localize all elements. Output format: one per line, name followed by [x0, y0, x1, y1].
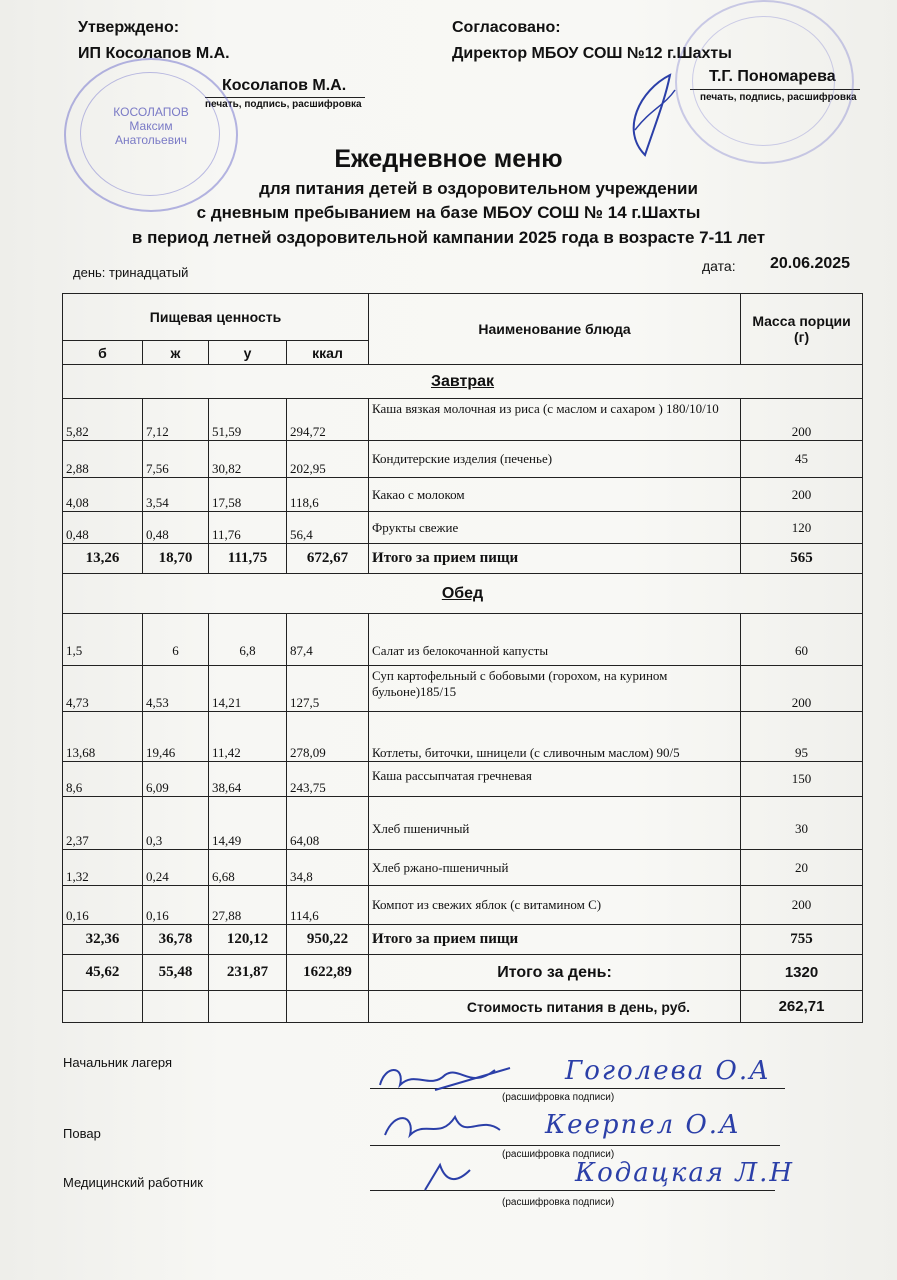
table-row: [63, 512, 863, 544]
cell-kcal: 243,75: [287, 762, 369, 797]
header-dish: Наименование блюда: [369, 294, 741, 365]
cell-kcal: 294,72: [287, 399, 369, 441]
cell-mass: 30: [741, 797, 863, 850]
header-col-b: б: [63, 341, 143, 365]
cell-u: 14,49: [209, 797, 287, 850]
cell-kcal: 34,8: [287, 850, 369, 886]
breakfast-total-row: [63, 544, 863, 574]
day-total-row: [63, 955, 863, 991]
cell-zh: 3,54: [143, 478, 209, 512]
cell-mass: 755: [741, 925, 863, 955]
cell-dish: Фрукты свежие: [369, 512, 741, 544]
header-col-kcal: ккал: [287, 341, 369, 365]
cell-u: 231,87: [209, 955, 287, 991]
cell-u: 6,8: [209, 614, 287, 666]
agreed-name: Т.Г. Пономарева: [709, 68, 836, 85]
signature-medic: [420, 1160, 480, 1195]
cell-mass: 95: [741, 712, 863, 762]
page-title: Ежедневное меню: [334, 145, 563, 173]
cell-b: 13,68: [63, 712, 143, 762]
signature-cook: [380, 1105, 510, 1150]
subtitle-line-3: в период летней оздоровительной кампании 2025 года в возрасте 7-11 лет: [131, 228, 766, 247]
agreed-caption: печать, подпись, расшифровка: [700, 92, 857, 103]
table-row: [63, 712, 863, 762]
cell-kcal: 1622,89: [287, 955, 369, 991]
cell-zh: 6,09: [143, 762, 209, 797]
cell-dish: Какао с молоком: [369, 478, 741, 512]
table-row: [63, 614, 863, 666]
role-cook: Повар: [63, 1126, 101, 1141]
cell-dish: Каша рассыпчатая гречневая: [369, 762, 741, 797]
cell-dish: Салат из белокочанной капусты: [369, 614, 741, 666]
date-value: 20.06.2025: [770, 255, 851, 272]
subtitle-line-2: с дневным пребыванием на базе МБОУ СОШ № 14 г.Шахты: [196, 203, 701, 222]
subtitle-line-1: для питания детей в оздоровительном учреждении: [259, 179, 698, 198]
cost-value: 262,71: [741, 991, 863, 1023]
cost-label: Стоимость питания в день, руб.: [369, 991, 741, 1023]
cell-mass: 200: [741, 478, 863, 512]
cell-zh: 36,78: [143, 925, 209, 955]
menu-table: [62, 293, 863, 1023]
cell-mass: 60: [741, 614, 863, 666]
signature-camp-head: [375, 1060, 515, 1100]
cell-zh: 0,16: [143, 886, 209, 925]
cell-u: 120,12: [209, 925, 287, 955]
cell-zh: 6: [143, 614, 209, 666]
agreed-label: Согласовано:: [452, 19, 561, 36]
cell-dish: Хлеб пшеничный: [369, 797, 741, 850]
cell-zh: 18,70: [143, 544, 209, 574]
table-row: [63, 478, 863, 512]
date-label: дата:: [702, 258, 736, 274]
table-row: [63, 441, 863, 478]
cell-u: 14,21: [209, 666, 287, 712]
table-row: [63, 886, 863, 925]
cell-dish: Хлеб ржано-пшеничный: [369, 850, 741, 886]
cell-zh: 7,56: [143, 441, 209, 478]
cell-dish: Кондитерские изделия (печенье): [369, 441, 741, 478]
cell-kcal: 202,95: [287, 441, 369, 478]
caption-2: (расшифровка подписи): [502, 1149, 615, 1160]
cell-mass: 565: [741, 544, 863, 574]
cell-u: 6,68: [209, 850, 287, 886]
cell-dish: Котлеты, биточки, шницели (с сливочным маслом) 90/5: [369, 712, 741, 762]
agreed-position: Директор МБОУ СОШ №12 г.Шахты: [452, 45, 732, 62]
cell-kcal: 950,22: [287, 925, 369, 955]
table-row: [63, 797, 863, 850]
cell-b: 1,5: [63, 614, 143, 666]
role-medic: Медицинский работник: [63, 1175, 203, 1190]
cell-dish: Компот из свежих яблок (с витамином С): [369, 886, 741, 925]
cell-mass: 1320: [741, 955, 863, 991]
cell-b: 13,26: [63, 544, 143, 574]
cell-dish: Каша вязкая молочная из риса (с маслом и сахаром ) 180/10/10: [369, 399, 741, 441]
cell-mass: 200: [741, 399, 863, 441]
cell-kcal: 118,6: [287, 478, 369, 512]
approved-line: [205, 97, 365, 98]
table-row: [63, 666, 863, 712]
cell-b: 2,37: [63, 797, 143, 850]
cell-b: 32,36: [63, 925, 143, 955]
cell-b: 0,16: [63, 886, 143, 925]
cell-b: 1,32: [63, 850, 143, 886]
approved-name: Косолапов М.А.: [222, 77, 347, 94]
cell-b: 4,08: [63, 478, 143, 512]
section-breakfast: Завтрак: [63, 365, 863, 399]
cell-u: 30,82: [209, 441, 287, 478]
lunch-total-row: [63, 925, 863, 955]
cell-zh: 19,46: [143, 712, 209, 762]
cost-row: [63, 991, 863, 1023]
cell-u: 11,42: [209, 712, 287, 762]
cell-b: 5,82: [63, 399, 143, 441]
cell-dish: Итого за прием пищи: [369, 544, 741, 574]
caption-3: (расшифровка подписи): [502, 1197, 615, 1208]
cell-zh: 0,24: [143, 850, 209, 886]
cell-u: 27,88: [209, 886, 287, 925]
cell-zh: 7,12: [143, 399, 209, 441]
cell-dish: Суп картофельный с бобовыми (горохом, на курином бульоне)185/15: [369, 666, 741, 712]
stamp-line-3: Анатольевич: [114, 133, 188, 147]
cell-kcal: 114,6: [287, 886, 369, 925]
cell-dish: Итого за прием пищи: [369, 925, 741, 955]
cell-u: 11,76: [209, 512, 287, 544]
stamp-right: [675, 0, 854, 164]
handwritten-name-1: Гоголева О.А: [565, 1056, 771, 1086]
cell-u: 38,64: [209, 762, 287, 797]
day-label: день: тринадцатый: [73, 265, 189, 280]
cell-mass: 200: [741, 666, 863, 712]
table-row: [63, 399, 863, 441]
section-lunch: Обед: [63, 574, 863, 614]
cell-mass: 20: [741, 850, 863, 886]
cell-dish: Итого за день:: [369, 955, 741, 991]
cell-zh: 0,3: [143, 797, 209, 850]
header-mass: Масса порции (г): [741, 294, 863, 365]
cell-kcal: 64,08: [287, 797, 369, 850]
header-col-zh: ж: [143, 341, 209, 365]
cell-kcal: 56,4: [287, 512, 369, 544]
handwritten-name-3: Кодацкая Л.Н: [575, 1158, 795, 1188]
header-col-u: у: [209, 341, 287, 365]
cell-b: 8,6: [63, 762, 143, 797]
cell-b: 2,88: [63, 441, 143, 478]
cell-b: 0,48: [63, 512, 143, 544]
role-camp-head: Начальник лагеря: [63, 1055, 173, 1070]
cell-u: 51,59: [209, 399, 287, 441]
table-row: [63, 850, 863, 886]
approved-org: ИП Косолапов М.А.: [78, 45, 230, 62]
header-nutrition: Пищевая ценность: [63, 294, 369, 341]
handwritten-name-2: Кеерпел О.А: [545, 1110, 741, 1140]
caption-1: (расшифровка подписи): [502, 1092, 615, 1103]
stamp-line-2: Максим: [129, 119, 173, 133]
cell-kcal: 278,09: [287, 712, 369, 762]
cell-b: 4,73: [63, 666, 143, 712]
cell-kcal: 672,67: [287, 544, 369, 574]
approved-label: Утверждено:: [78, 19, 180, 36]
stamp-line-1: КОСОЛАПОВ: [113, 105, 189, 119]
cell-kcal: 127,5: [287, 666, 369, 712]
cell-u: 111,75: [209, 544, 287, 574]
cell-mass: 200: [741, 886, 863, 925]
table-row: [63, 762, 863, 797]
cell-mass: 150: [741, 762, 863, 797]
cell-b: 45,62: [63, 955, 143, 991]
cell-u: 17,58: [209, 478, 287, 512]
cell-kcal: 87,4: [287, 614, 369, 666]
cell-zh: 0,48: [143, 512, 209, 544]
cell-zh: 4,53: [143, 666, 209, 712]
cell-zh: 55,48: [143, 955, 209, 991]
approved-caption: печать, подпись, расшифровка: [205, 99, 362, 110]
cell-mass: 45: [741, 441, 863, 478]
cell-mass: 120: [741, 512, 863, 544]
